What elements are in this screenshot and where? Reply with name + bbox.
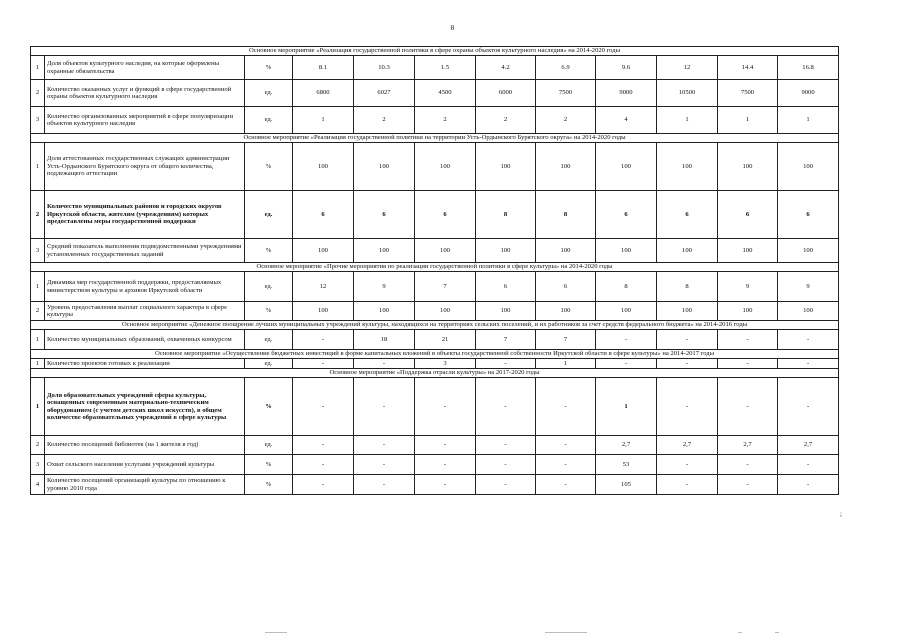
value-cell: 100 <box>354 239 415 263</box>
value-cell: 100 <box>718 239 778 263</box>
value-cell: - <box>718 359 778 369</box>
table-row <box>31 455 839 475</box>
value-cell: 9000 <box>596 80 657 107</box>
value-cell: 1 <box>718 107 778 134</box>
value-cell: 14.4 <box>718 56 778 80</box>
value-cell: 100 <box>354 143 415 191</box>
section-header: Основное мероприятие «Реализация государственной политики на территории Усть-Ордынского Бурятского округа» на 2014-2020 годы <box>31 134 839 143</box>
section-header: Основное мероприятие «Реализация государственной политики в сфере охраны объектов культурного наследия» на 2014-2020 годы <box>31 47 839 56</box>
value-cell: - <box>476 359 536 369</box>
row-number: 2 <box>31 436 45 455</box>
unit-cell: ед. <box>245 272 293 302</box>
row-number: 1 <box>31 378 45 436</box>
value-cell: - <box>778 330 839 350</box>
value-cell: 1 <box>778 107 839 134</box>
value-cell: 6 <box>536 272 596 302</box>
value-cell: 2 <box>476 107 536 134</box>
table-row <box>31 475 839 495</box>
row-number: 1 <box>31 272 45 302</box>
row-number: 3 <box>31 107 45 134</box>
value-cell: - <box>293 455 354 475</box>
value-cell: 1 <box>657 107 718 134</box>
value-cell: 21 <box>415 330 476 350</box>
value-cell: 16.8 <box>778 56 839 80</box>
value-cell: 4500 <box>415 80 476 107</box>
unit-cell: ед. <box>245 80 293 107</box>
section-header: Основное мероприятие «Поддержка отрасли культуры» на 2017-2020 годы <box>31 369 839 378</box>
value-cell: 100 <box>657 239 718 263</box>
value-cell: 1 <box>536 359 596 369</box>
value-cell: 8 <box>596 272 657 302</box>
row-number: 2 <box>31 191 45 239</box>
value-cell: 100 <box>778 302 839 321</box>
value-cell: 7 <box>536 330 596 350</box>
value-cell: 100 <box>293 143 354 191</box>
section-header-row <box>31 263 839 272</box>
value-cell: 3 <box>415 359 476 369</box>
value-cell: 100 <box>476 302 536 321</box>
row-number: 1 <box>31 56 45 80</box>
value-cell: - <box>476 455 536 475</box>
table-row <box>31 107 839 134</box>
value-cell: 18 <box>354 330 415 350</box>
value-cell: 105 <box>596 475 657 495</box>
value-cell: 2 <box>536 107 596 134</box>
row-number: 2 <box>31 80 45 107</box>
value-cell: 8 <box>657 272 718 302</box>
value-cell: 100 <box>778 239 839 263</box>
unit-cell: % <box>245 239 293 263</box>
value-cell: 6 <box>415 191 476 239</box>
value-cell: 9 <box>718 272 778 302</box>
value-cell: 1.5 <box>415 56 476 80</box>
value-cell: - <box>354 436 415 455</box>
value-cell: 2,7 <box>718 436 778 455</box>
table-row <box>31 143 839 191</box>
unit-cell: ед. <box>245 330 293 350</box>
unit-cell: ед. <box>245 107 293 134</box>
table-row <box>31 272 839 302</box>
value-cell: 100 <box>536 239 596 263</box>
unit-cell: % <box>245 143 293 191</box>
table-row <box>31 80 839 107</box>
value-cell: - <box>596 359 657 369</box>
value-cell: 7 <box>476 330 536 350</box>
value-cell: 9 <box>778 272 839 302</box>
value-cell: 100 <box>293 239 354 263</box>
table-row <box>31 330 839 350</box>
value-cell: 6 <box>778 191 839 239</box>
indicator-name: Количество организованных мероприятий в сфере популяризации объектов культурного наследия <box>45 107 245 134</box>
indicator-name: Динамика мер государственной поддержки, предоставляемых министерством культуры и архивов Иркутской области <box>45 272 245 302</box>
value-cell: - <box>718 330 778 350</box>
value-cell: - <box>293 330 354 350</box>
value-cell: - <box>415 436 476 455</box>
value-cell: 9 <box>354 272 415 302</box>
value-cell: 6.9 <box>536 56 596 80</box>
section-header-row <box>31 350 839 359</box>
value-cell: - <box>778 359 839 369</box>
indicator-name: Количество оказанных услуг и функций в сфере государственной охраны объектов культурного наследия <box>45 80 245 107</box>
row-number: 1 <box>31 143 45 191</box>
indicator-name: Доля аттестованных государственных служащих администрации Усть-Ордынского Бурятского округа от общего количества, подлежащего аттестации <box>45 143 245 191</box>
indicator-name: Количество посещений библиотек (на 1 жителя в год) <box>45 436 245 455</box>
value-cell: 4.2 <box>476 56 536 80</box>
value-cell: 1 <box>596 378 657 436</box>
value-cell: 1 <box>293 107 354 134</box>
page-number: 8 <box>450 24 455 32</box>
section-header: Основное мероприятие «Прочие мероприятия по реализации государственной политики в сфере культуры» на 2014-2020 годы <box>31 263 839 272</box>
table-row <box>31 378 839 436</box>
value-cell: - <box>415 455 476 475</box>
indicator-name: Количество муниципальных районов и городских округов Иркутской области, жителям (учреждениям) которых предоставлены меры государственной поддержки <box>45 191 245 239</box>
indicator-name: Количество посещений организаций культуры по отношению к уровню 2010 года <box>45 475 245 495</box>
value-cell: 6 <box>293 191 354 239</box>
indicators-table-body <box>31 47 839 495</box>
value-cell: 10.3 <box>354 56 415 80</box>
unit-cell: ед. <box>245 359 293 369</box>
value-cell: 2 <box>354 107 415 134</box>
value-cell: - <box>536 455 596 475</box>
value-cell: 100 <box>415 302 476 321</box>
indicator-name: Охват сельского населения услугами учреждений культуры <box>45 455 245 475</box>
indicator-name: Средний показатель выполнения подведомственными учреждениями установленных государственных заданий <box>45 239 245 263</box>
row-number: 1 <box>31 330 45 350</box>
section-header-row <box>31 134 839 143</box>
value-cell: 7 <box>415 272 476 302</box>
section-header: Основное мероприятие «Денежное поощрение лучших муниципальных учреждений культуры, находящихся на территориях сельских поселений, и их работников за счет средств федерального бюджета» на 2014-2016 годы <box>31 321 839 330</box>
value-cell: 6027 <box>354 80 415 107</box>
value-cell: 2 <box>415 107 476 134</box>
value-cell: 100 <box>657 143 718 191</box>
value-cell: - <box>293 378 354 436</box>
value-cell: 6000 <box>476 80 536 107</box>
value-cell: - <box>293 475 354 495</box>
unit-cell: % <box>245 56 293 80</box>
value-cell: 100 <box>718 302 778 321</box>
section-header-row <box>31 321 839 330</box>
value-cell: 4 <box>596 107 657 134</box>
value-cell: - <box>718 455 778 475</box>
value-cell: - <box>718 475 778 495</box>
table-row <box>31 359 839 369</box>
value-cell: 100 <box>596 143 657 191</box>
value-cell: - <box>536 378 596 436</box>
value-cell: 2,7 <box>596 436 657 455</box>
table-row <box>31 191 839 239</box>
value-cell: - <box>718 378 778 436</box>
value-cell: 100 <box>415 143 476 191</box>
indicator-name: Количество проектов готовых к реализации <box>45 359 245 369</box>
value-cell: 100 <box>536 302 596 321</box>
value-cell: 2,7 <box>778 436 839 455</box>
unit-cell: % <box>245 475 293 495</box>
value-cell: 100 <box>778 143 839 191</box>
unit-cell: % <box>245 378 293 436</box>
table-row <box>31 436 839 455</box>
value-cell: 6 <box>476 272 536 302</box>
row-number: 2 <box>31 302 45 321</box>
indicators-table <box>30 46 839 495</box>
value-cell: 6 <box>354 191 415 239</box>
row-number: 3 <box>31 239 45 263</box>
value-cell: - <box>778 455 839 475</box>
section-header: Основное мероприятие «Осуществление бюджетных инвестиций в форме капитальных вложений в объекты государственной собственности Иркутской области в сфере культуры» на 2014-2017 годы <box>31 350 839 359</box>
value-cell: 12 <box>293 272 354 302</box>
indicator-name: Уровень предоставления выплат социального характера в сфере культуры <box>45 302 245 321</box>
section-header-row <box>31 369 839 378</box>
value-cell: 100 <box>596 239 657 263</box>
unit-cell: % <box>245 302 293 321</box>
value-cell: 100 <box>293 302 354 321</box>
value-cell: - <box>354 475 415 495</box>
value-cell: 53 <box>596 455 657 475</box>
indicator-name: Количество муниципальных образований, охваченных конкурсом <box>45 330 245 350</box>
value-cell: 10500 <box>657 80 718 107</box>
value-cell: - <box>354 378 415 436</box>
value-cell: - <box>657 378 718 436</box>
table-row <box>31 56 839 80</box>
value-cell: 6 <box>596 191 657 239</box>
value-cell: - <box>293 359 354 369</box>
value-cell: 100 <box>476 239 536 263</box>
value-cell: 6 <box>718 191 778 239</box>
row-number: 1 <box>31 359 45 369</box>
value-cell: 7500 <box>536 80 596 107</box>
value-cell: - <box>657 359 718 369</box>
value-cell: 2,7 <box>657 436 718 455</box>
value-cell: 8.1 <box>293 56 354 80</box>
unit-cell: ед. <box>245 436 293 455</box>
section-header-row <box>31 47 839 56</box>
value-cell: - <box>476 436 536 455</box>
value-cell: - <box>476 378 536 436</box>
row-number: 3 <box>31 455 45 475</box>
value-cell: 7500 <box>718 80 778 107</box>
value-cell: - <box>657 475 718 495</box>
unit-cell: % <box>245 455 293 475</box>
value-cell: - <box>778 475 839 495</box>
table-row <box>31 239 839 263</box>
value-cell: - <box>354 455 415 475</box>
indicator-name: Доля образовательных учреждений сферы культуры, оснащенных современным материально-техническим оборудованием (с учетом детских школ искусств), в общем количестве образовательных учреждений в сфере культуры <box>45 378 245 436</box>
table-row <box>31 302 839 321</box>
value-cell: 9.6 <box>596 56 657 80</box>
value-cell: - <box>415 378 476 436</box>
indicator-name: Доля объектов культурного наследия, на которые оформлены охранные обязательства <box>45 56 245 80</box>
value-cell: - <box>536 475 596 495</box>
value-cell: 100 <box>718 143 778 191</box>
value-cell: - <box>476 475 536 495</box>
end-mark: ; <box>840 510 842 518</box>
value-cell: 9000 <box>778 80 839 107</box>
value-cell: 100 <box>657 302 718 321</box>
scan-artifacts <box>0 630 905 636</box>
row-number: 4 <box>31 475 45 495</box>
value-cell: 100 <box>415 239 476 263</box>
value-cell: - <box>536 436 596 455</box>
unit-cell: ед. <box>245 191 293 239</box>
value-cell: 100 <box>536 143 596 191</box>
value-cell: 6800 <box>293 80 354 107</box>
value-cell: 6 <box>657 191 718 239</box>
value-cell: - <box>354 359 415 369</box>
value-cell: 8 <box>536 191 596 239</box>
value-cell: 12 <box>657 56 718 80</box>
value-cell: - <box>657 330 718 350</box>
value-cell: - <box>778 378 839 436</box>
value-cell: - <box>596 330 657 350</box>
value-cell: - <box>657 455 718 475</box>
value-cell: 8 <box>476 191 536 239</box>
value-cell: 100 <box>354 302 415 321</box>
value-cell: - <box>415 475 476 495</box>
value-cell: 100 <box>596 302 657 321</box>
value-cell: 100 <box>476 143 536 191</box>
value-cell: - <box>293 436 354 455</box>
